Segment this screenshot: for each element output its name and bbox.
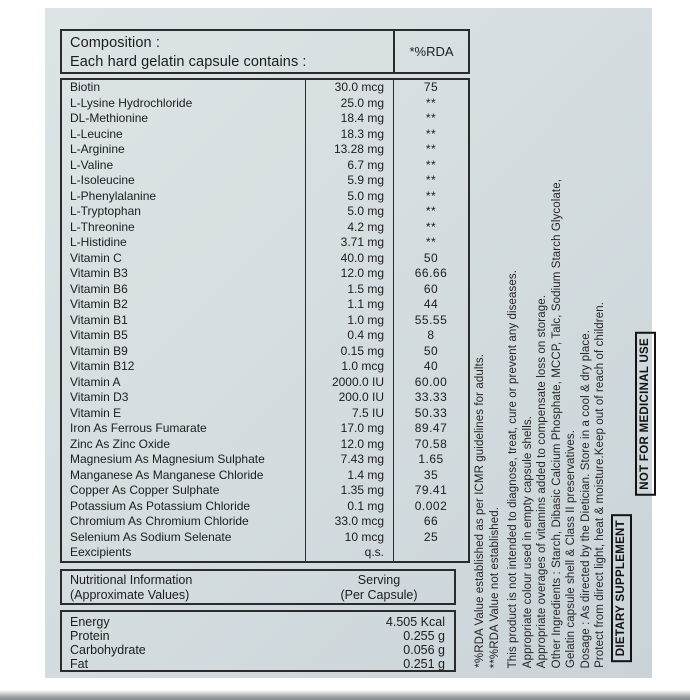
ingredient-row — [62, 328, 468, 344]
ingredient-row — [62, 297, 468, 313]
nutrition-value: 0.255 g — [403, 628, 445, 643]
ingredient-name: Chromium As Chromium Chloride — [70, 514, 249, 528]
nutrition-header-subtitle: (Approximate Values) — [70, 587, 190, 602]
ingredient-amount: 18.3 mg — [305, 127, 393, 143]
ingredient-row — [62, 406, 468, 422]
not-for-medicinal-use-badge: NOT FOR MEDICINAL USE — [635, 332, 656, 496]
ingredient-row — [62, 437, 468, 453]
ingredient-name: Manganese As Manganese Chloride — [70, 467, 264, 482]
ingredient-amount: 1.0 mcg — [305, 359, 393, 375]
nutrition-name: Carbohydrate — [70, 642, 146, 657]
rda-column-header: *%RDA — [393, 31, 468, 72]
ingredient-row — [62, 344, 468, 360]
ingredient-name: Vitamin C — [70, 250, 122, 265]
ingredient-row — [62, 220, 468, 236]
ingredient-row — [62, 158, 468, 174]
ingredient-rda: 70.58 — [393, 437, 468, 453]
ingredient-rda: 0.002 — [393, 499, 468, 515]
side-notes — [474, 179, 656, 668]
ingredient-rda: 25 — [393, 530, 468, 546]
ingredient-row — [62, 499, 468, 515]
ingredient-row — [62, 173, 468, 189]
ingredient-name: Vitamin B9 — [70, 343, 128, 358]
ingredient-row — [62, 235, 468, 251]
ingredient-amount: 33.0 mcg — [305, 514, 393, 530]
ingredient-amount: 5.0 mg — [305, 189, 393, 205]
ingredient-amount: 12.0 mg — [305, 437, 393, 453]
nutrition-name: Energy — [70, 614, 110, 629]
ingredient-amount: 4.2 mg — [305, 220, 393, 236]
ingredient-amount: 10 mcg — [305, 530, 393, 546]
ingredient-amount: 3.71 mg — [305, 235, 393, 251]
ingredient-amount: 5.0 mg — [305, 204, 393, 220]
ingredient-amount: 0.15 mg — [305, 344, 393, 360]
ingredient-name: Vitamin B5 — [70, 328, 128, 342]
ingredient-rda: ** — [393, 158, 468, 174]
ingredient-amount: 5.9 mg — [305, 173, 393, 189]
ingredient-rda: 50 — [393, 344, 468, 360]
ingredient-row — [62, 483, 468, 499]
disclaimer-notes — [474, 179, 607, 668]
ingredient-rda: ** — [393, 142, 468, 158]
ingredient-rda: ** — [393, 173, 468, 189]
nutrition-header-left — [62, 571, 304, 603]
ingredient-rda — [393, 545, 468, 561]
side-note: **%RDA Value not established. — [488, 506, 501, 668]
photo-edge-shadow — [0, 690, 690, 700]
ingredient-rda: 1.65 — [393, 452, 468, 468]
ingredient-name: Vitamin B1 — [70, 312, 128, 327]
ingredient-row — [62, 390, 468, 406]
ingredient-name: L-Tryptophan — [70, 204, 141, 218]
ingredient-amount: 1.4 mg — [305, 468, 393, 484]
ingredient-amount: 17.0 mg — [305, 421, 393, 437]
nutrition-row — [70, 657, 445, 671]
ingredient-name: Vitamin A — [70, 374, 121, 389]
nutrition-name: Fat — [70, 656, 89, 671]
ingredient-name: Copper As Copper Sulphate — [70, 483, 220, 497]
ingredient-rda: ** — [393, 96, 468, 112]
ingredient-name: Vitamin B12 — [70, 359, 135, 373]
ingredient-name: L-Lysine Hydrochloride — [70, 95, 193, 110]
nutrition-row — [70, 615, 445, 629]
dietary-supplement-badge: DIETARY SUPPLEMENT — [611, 514, 632, 662]
ingredient-amount: 0.1 mg — [305, 499, 393, 515]
ingredient-name: Vitamin B6 — [70, 281, 128, 296]
ingredient-rda: 8 — [393, 328, 468, 344]
ingredient-name: Biotin — [70, 80, 101, 94]
ingredient-name: Vitamin B2 — [70, 297, 128, 311]
nutrition-serving-subtitle: (Per Capsule) — [340, 587, 418, 602]
ingredient-name: Vitamin D3 — [70, 390, 129, 404]
ingredient-row — [62, 452, 468, 468]
ingredient-name: L-Phenylalanine — [70, 188, 157, 203]
ingredient-row — [62, 96, 468, 112]
nutrition-row — [70, 629, 445, 643]
ingredient-row — [62, 545, 468, 561]
ingredient-row — [62, 142, 468, 158]
ingredient-row — [62, 80, 468, 96]
side-note: This product is not intended to diagnose, treat, cure or prevent any diseases. — [507, 269, 519, 668]
ingredient-rda: 89.47 — [393, 421, 468, 437]
ingredient-name: Iron As Ferrous Fumarate — [70, 421, 207, 435]
ingredient-rda: 44 — [393, 297, 468, 313]
ingredient-amount: 0.4 mg — [305, 328, 393, 344]
ingredient-name: L-Histidine — [70, 235, 127, 249]
ingredient-rda: ** — [393, 235, 468, 251]
ingredients-table — [60, 78, 470, 563]
ingredient-amount: 200.0 IU — [305, 390, 393, 406]
ingredient-name: L-Leucine — [70, 126, 123, 141]
ingredient-row — [62, 127, 468, 143]
side-note: *%RDA Value established as per ICMR guidelines for adults. — [474, 354, 486, 668]
ingredient-row — [62, 313, 468, 329]
supplement-label — [45, 8, 652, 678]
ingredient-name: Vitamin E — [70, 405, 122, 420]
ingredient-name: Vitamin B3 — [70, 266, 128, 280]
side-note: Gelatin capsule shell & Class II preservatives. — [565, 430, 577, 668]
nutrition-name: Protein — [70, 628, 110, 643]
ingredient-amount: 1.1 mg — [305, 297, 393, 313]
composition-title: Composition : — [70, 35, 160, 51]
ingredient-rda: ** — [393, 189, 468, 205]
ingredient-amount: 13.28 mg — [305, 142, 393, 158]
ingredient-row — [62, 189, 468, 205]
ingredient-rda: 50.33 — [393, 406, 468, 422]
composition-header — [60, 29, 470, 74]
composition-table — [60, 29, 470, 672]
ingredient-amount: 7.43 mg — [305, 452, 393, 468]
ingredient-row — [62, 375, 468, 391]
side-note: Other Ingredients : Starch, Dibasic Calcium Phosphate, MCCP, Talc, Sodium Starch Glycolate, — [550, 178, 563, 668]
ingredient-rda: ** — [393, 204, 468, 220]
composition-subtitle: Each hard gelatin capsule contains : — [70, 54, 307, 70]
ingredient-amount: q.s. — [305, 545, 393, 561]
ingredient-rda: 79.41 — [393, 483, 468, 499]
side-note: Dosage : As directed by the Dietician. Store in a cool & dry place. — [579, 329, 592, 668]
ingredient-amount: 12.0 mg — [305, 266, 393, 282]
nutrition-value: 0.056 g — [403, 642, 445, 657]
ingredient-row — [62, 514, 468, 530]
ingredient-amount: 40.0 mg — [305, 251, 393, 267]
nutrition-value: 4.505 Kcal — [385, 614, 445, 629]
ingredient-rda: 66.66 — [393, 266, 468, 282]
ingredient-amount: 30.0 mcg — [305, 80, 393, 96]
ingredient-rda: 50 — [393, 251, 468, 267]
ingredient-amount: 6.7 mg — [305, 158, 393, 174]
nutrition-value: 0.251 g — [403, 656, 445, 671]
ingredient-rda: 75 — [393, 80, 468, 96]
ingredient-amount: 18.4 mg — [305, 111, 393, 127]
ingredient-name: Eexcipients — [70, 545, 132, 559]
ingredient-row — [62, 266, 468, 282]
ingredient-rda: 33.33 — [393, 390, 468, 406]
ingredient-name: Selenium As Sodium Selenate — [70, 529, 232, 544]
ingredient-row — [62, 359, 468, 375]
ingredient-row — [62, 468, 468, 484]
ingredient-name: Potassium As Potassium Chloride — [70, 498, 251, 513]
ingredient-rda: ** — [393, 111, 468, 127]
ingredient-rda: ** — [393, 127, 468, 143]
side-note: Protect from direct light, heat & moisture.Keep out of reach of children. — [594, 302, 606, 668]
ingredient-rda: 40 — [393, 359, 468, 375]
nutrition-header-right — [304, 571, 454, 603]
ingredient-row — [62, 530, 468, 546]
nutrition-header-title: Nutritional Information — [70, 572, 193, 587]
ingredient-rda: ** — [393, 220, 468, 236]
ingredient-rda: 60.00 — [393, 375, 468, 391]
ingredient-name: DL-Methionine — [70, 111, 149, 125]
nutrition-header — [60, 569, 456, 605]
ingredient-amount: 1.0 mg — [305, 313, 393, 329]
ingredient-amount: 7.5 IU — [305, 406, 393, 422]
ingredient-name: L-Valine — [70, 157, 114, 172]
nutrition-serving-title: Serving — [357, 572, 401, 587]
ingredient-row — [62, 421, 468, 437]
ingredient-row — [62, 204, 468, 220]
ingredient-row — [62, 111, 468, 127]
ingredient-row — [62, 251, 468, 267]
nutrition-row — [70, 643, 445, 657]
ingredient-rda: 55.55 — [393, 313, 468, 329]
ingredient-amount: 2000.0 IU — [305, 375, 393, 391]
ingredient-row — [62, 282, 468, 298]
ingredient-amount: 1.5 mg — [305, 282, 393, 298]
side-note: Appropriate overages of vitamins added to compensate loss on storage. — [536, 294, 548, 668]
nutrition-table — [60, 610, 456, 672]
side-note: Appropriate colour used in empty capsule shells. — [521, 415, 534, 668]
ingredient-amount: 1.35 mg — [305, 483, 393, 499]
ingredient-rda: 35 — [393, 468, 468, 484]
ingredient-rda: 60 — [393, 282, 468, 298]
ingredient-rda: 66 — [393, 514, 468, 530]
ingredient-name: Zinc As Zinc Oxide — [70, 436, 171, 451]
ingredient-name: L-Threonine — [70, 219, 135, 234]
ingredient-name: Magnesium As Magnesium Sulphate — [70, 452, 265, 466]
ingredient-amount: 25.0 mg — [305, 96, 393, 112]
ingredient-name: L-Isoleucine — [70, 173, 135, 187]
ingredient-name: L-Arginine — [70, 142, 125, 156]
composition-title-block — [62, 31, 393, 72]
